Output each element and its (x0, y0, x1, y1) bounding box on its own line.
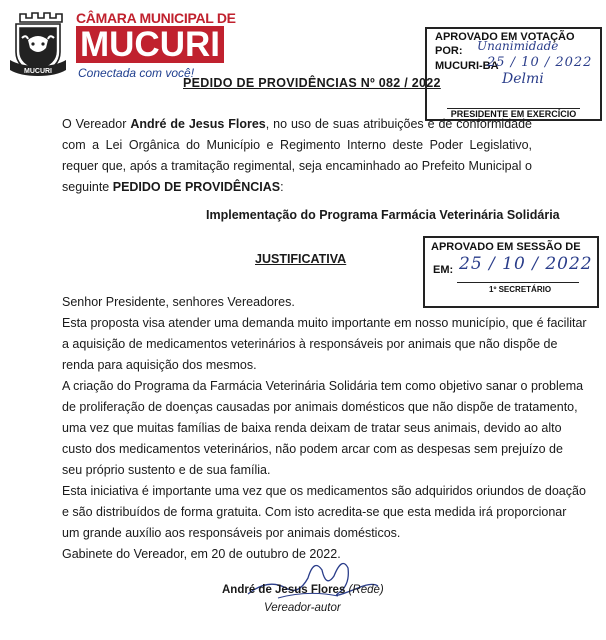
signature-role: Vereador-autor (264, 602, 341, 614)
municipal-crest-logo (6, 8, 70, 80)
stamp-session-signature-line (457, 282, 579, 283)
document-title: PEDIDO DE PROVIDÊNCIAS Nº 082 / 2022 (183, 76, 441, 90)
signature-name (222, 584, 384, 596)
body-line: Senhor Presidente, senhores Vereadores. (62, 295, 295, 309)
intro-mid: , no uso de suas atribuições e de conformidade com a Lei Orgânica do Município e Regimento Interno deste Poder Legislativo, requer que, após a tramitação regimental, seja encaminhado ao Prefeito Municipal o seguinte (62, 117, 533, 194)
body-line: custo dos medicamentos veterinários, não podem arcar com as despesas sem prejuízo de (62, 442, 563, 456)
stamp-vote-label: APROVADO EM (435, 31, 518, 43)
stamp-session-label: APROVADO EM SESSÃO DE (431, 241, 581, 253)
intro-author: André de Jesus Flores (130, 117, 266, 131)
stamp-vote-by-label: POR: (435, 45, 463, 57)
body-line: um grande auxílio aos responsáveis por animais domésticos. (62, 526, 401, 540)
stamp-session-date-label: EM: (433, 264, 454, 276)
closing-line: Gabinete do Vereador, em 20 de outubro de 2022. (62, 547, 341, 561)
request-subject: Implementação do Programa Farmácia Veterinária Solidária (206, 208, 560, 222)
body-line: A criação do Programa da Farmácia Veterinária Solidária tem como objetivo sanar o problema (62, 379, 584, 393)
body-line: seu próprio sustento e de sua família. (62, 463, 271, 477)
stamp-vote-place-label: MUCURI-BA (435, 60, 499, 72)
justification-heading: JUSTIFICATIVA (255, 252, 347, 266)
brand-slogan: Conectada com você! (78, 66, 195, 80)
stamp-vote-handwritten-signature: Delmi (502, 71, 544, 87)
body-line: a aquisição de medicamentos veterinários à responsáveis por animais que não dispõe de (62, 337, 558, 351)
body-line: de proliferação de doenças causadas por animais domésticos que não dispõe de tratamento, (62, 400, 578, 414)
brand-top-line: CÂMARA MUNICIPAL DE (76, 10, 236, 26)
intro-end: : (280, 180, 284, 194)
stamp-vote-footer: PRESIDENTE EM EXERCÍCIO (450, 109, 577, 119)
intro-bold: PEDIDO DE PROVIDÊNCIAS (112, 180, 281, 194)
signature-party: (Rede) (345, 584, 384, 596)
author-signature-scribble (238, 548, 388, 608)
body-line: uma vez que muitas famílias de baixa renda deixam de tratar seus animais, devido ao alto (62, 421, 562, 435)
stamp-vote-label-tail: VOTAÇÃO (520, 31, 575, 43)
intro-paragraph (62, 114, 532, 198)
signature-author-name: André de Jesus Flores (222, 584, 346, 596)
stamp-session-footer: 1º SECRETÁRIO (489, 285, 552, 294)
body-line: e são distribuídos de forma gratuita. Com isto acredita-se que esta medida irá proporcionar (62, 505, 567, 519)
body-line: Esta iniciativa é importante uma vez que os medicamentos são adquiridos oriundos de doação (62, 484, 586, 498)
body-line: Esta proposta visa atender uma demanda muito importante em nosso município, que é facilitar (62, 316, 587, 330)
body-text (62, 292, 587, 565)
approval-stamp-vote (425, 27, 602, 121)
intro-pre: O Vereador (62, 117, 131, 131)
stamp-vote-handwritten-date: 25 / 10 / 2022 (487, 55, 593, 70)
stamp-vote-handwritten-by: Unanimidade (477, 39, 559, 53)
crest-banner-text: MUCURI (24, 68, 52, 75)
body-line: renda para aquisição dos mesmos. (62, 358, 257, 372)
stamp-session-handwritten-date: 25 / 10 / 2022 (459, 254, 593, 274)
brand-name: MUCURI (76, 26, 224, 63)
